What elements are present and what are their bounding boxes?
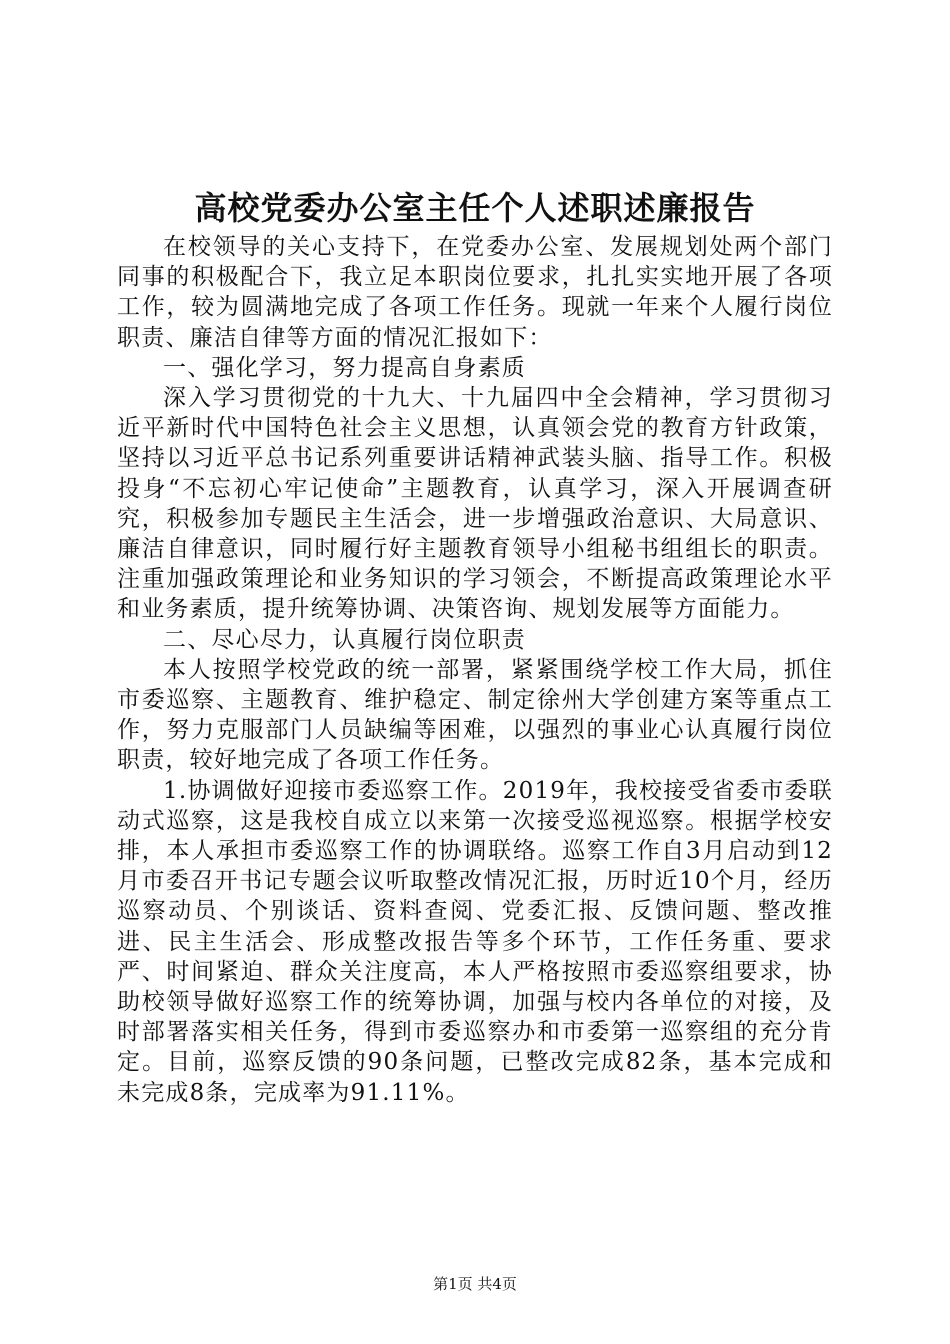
intro-paragraph: 在校领导的关心支持下，在党委办公室、发展规划处两个部门同事的积极配合下，我立足本职岗位要求，扎扎实实地开展了各项工作，较为圆满地完成了各项工作任务。现就一年来个人履行岗位职责、廉洁自律等方面的情况汇报如下： [117, 234, 833, 351]
document-title: 高校党委办公室主任个人述职述廉报告 [194, 189, 756, 227]
item-1-paragraph: 1.协调做好迎接市委巡察工作。2019年，我校接受省委市委联动式巡察，这是我校自成立以来第一次接受巡视巡察。根据学校安排，本人承担市委巡察工作的协调联络。巡察工作自3月启动到12月市委召开书记专题会议听取整改情况汇报，历时近10个月，经历巡察动员、个别谈话、资料查阅、党委汇报、反馈问题、整改推进、民主生活会、形成整改报告等多个环节，工作任务重、要求严、时间紧迫、群众关注度高，本人严格按照市委巡察组要求，协助校领导做好巡察工作的统筹协调，加强与校内各单位的对接，及时部署落实相关任务，得到市委巡察办和市委第一巡察组的充分肯定。目前，巡察反馈的90条问题，已整改完成82条，基本完成和未完成8条，完成率为91.11%。 [117, 777, 833, 1106]
document-body [117, 232, 833, 1108]
page-footer: 第1页 共4页 [433, 1275, 517, 1293]
section-2-paragraph: 本人按照学校党政的统一部署，紧紧围绕学校工作大局，抓住市委巡察、主题教育、维护稳定、制定徐州大学创建方案等重点工作，努力克服部门人员缺编等困难，以强烈的事业心认真履行岗位职责，较好地完成了各项工作任务。 [117, 656, 833, 774]
section-heading-2: 二、尽心尽力，认真履行岗位职责 [163, 626, 526, 653]
section-heading-1: 一、强化学习，努力提高自身素质 [163, 354, 526, 381]
section-1-paragraph: 深入学习贯彻党的十九大、十九届四中全会精神，学习贯彻习近平新时代中国特色社会主义思想，认真领会党的教育方针政策，坚持以习近平总书记系列重要讲话精神武装头脑、指导工作。积极投身“不忘初心牢记使命”主题教育，认真学习，深入开展调查研究，积极参加专题民主生活会，进一步增强政治意识、大局意识、廉洁自律意识，同时履行好主题教育领导小组秘书组组长的职责。注重加强政策理论和业务知识的学习领会，不断提高政策理论水平和业务素质，提升统筹协调、决策咨询、规划发展等方面能力。 [117, 385, 833, 623]
